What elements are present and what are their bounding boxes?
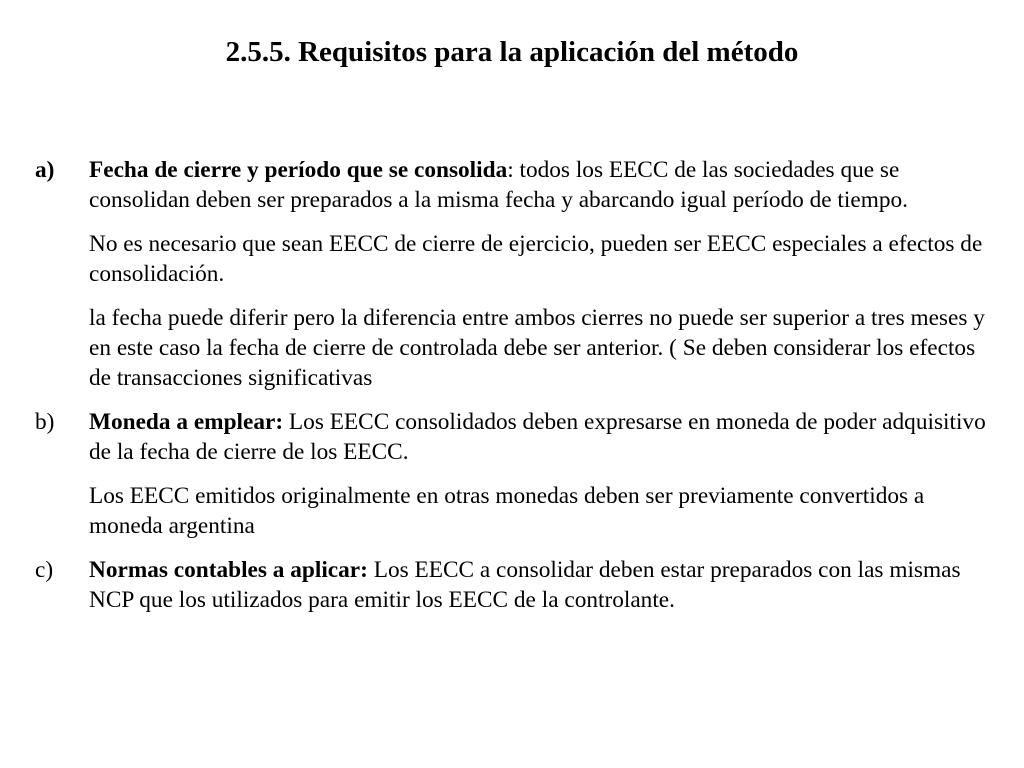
list-item-a [35,155,995,393]
item-text: Los EECC consolidados deben expresarse en moneda de poder adquisitivo de la fecha de cierre de los EECC. [89,409,986,465]
item-paragraph [89,555,995,615]
slide-title: 2.5.5. Requisitos para la aplicación del método [225,36,799,68]
list-item-b [35,407,995,541]
item-marker: a) [35,157,55,183]
item-lead: Normas contables a aplicar: [89,557,368,583]
item-text: Los EECC a consolidar deben estar preparados con las mismas NCP que los utilizados para emitir los EECC de la controlante. [89,557,961,613]
requirements-list [35,155,995,615]
item-paragraph [89,407,995,467]
item-lead: Moneda a emplear: [89,409,284,435]
item-marker: b) [35,409,55,435]
item-paragraph [89,155,995,215]
item-lead: Fecha de cierre y período que se consolida [89,157,508,183]
item-text: : todos los EECC de las sociedades que se consolidan deben ser preparados a la misma fecha y abarcando igual período de tiempo. [89,157,908,213]
list-item-c [35,555,995,615]
item-paragraph: No es necesario que sean EECC de cierre de ejercicio, pueden ser EECC especiales a efectos de consolidación. [89,231,983,287]
item-paragraph: la fecha puede diferir pero la diferencia entre ambos cierres no puede ser superior a tres meses y en este caso la fecha de cierre de controlada debe ser anterior. ( Se deben considerar los efectos de transacciones significativas [89,305,985,391]
item-marker: c) [35,557,54,583]
item-paragraph: Los EECC emitidos originalmente en otras monedas deben ser previamente convertidos a moneda argentina [89,483,925,539]
